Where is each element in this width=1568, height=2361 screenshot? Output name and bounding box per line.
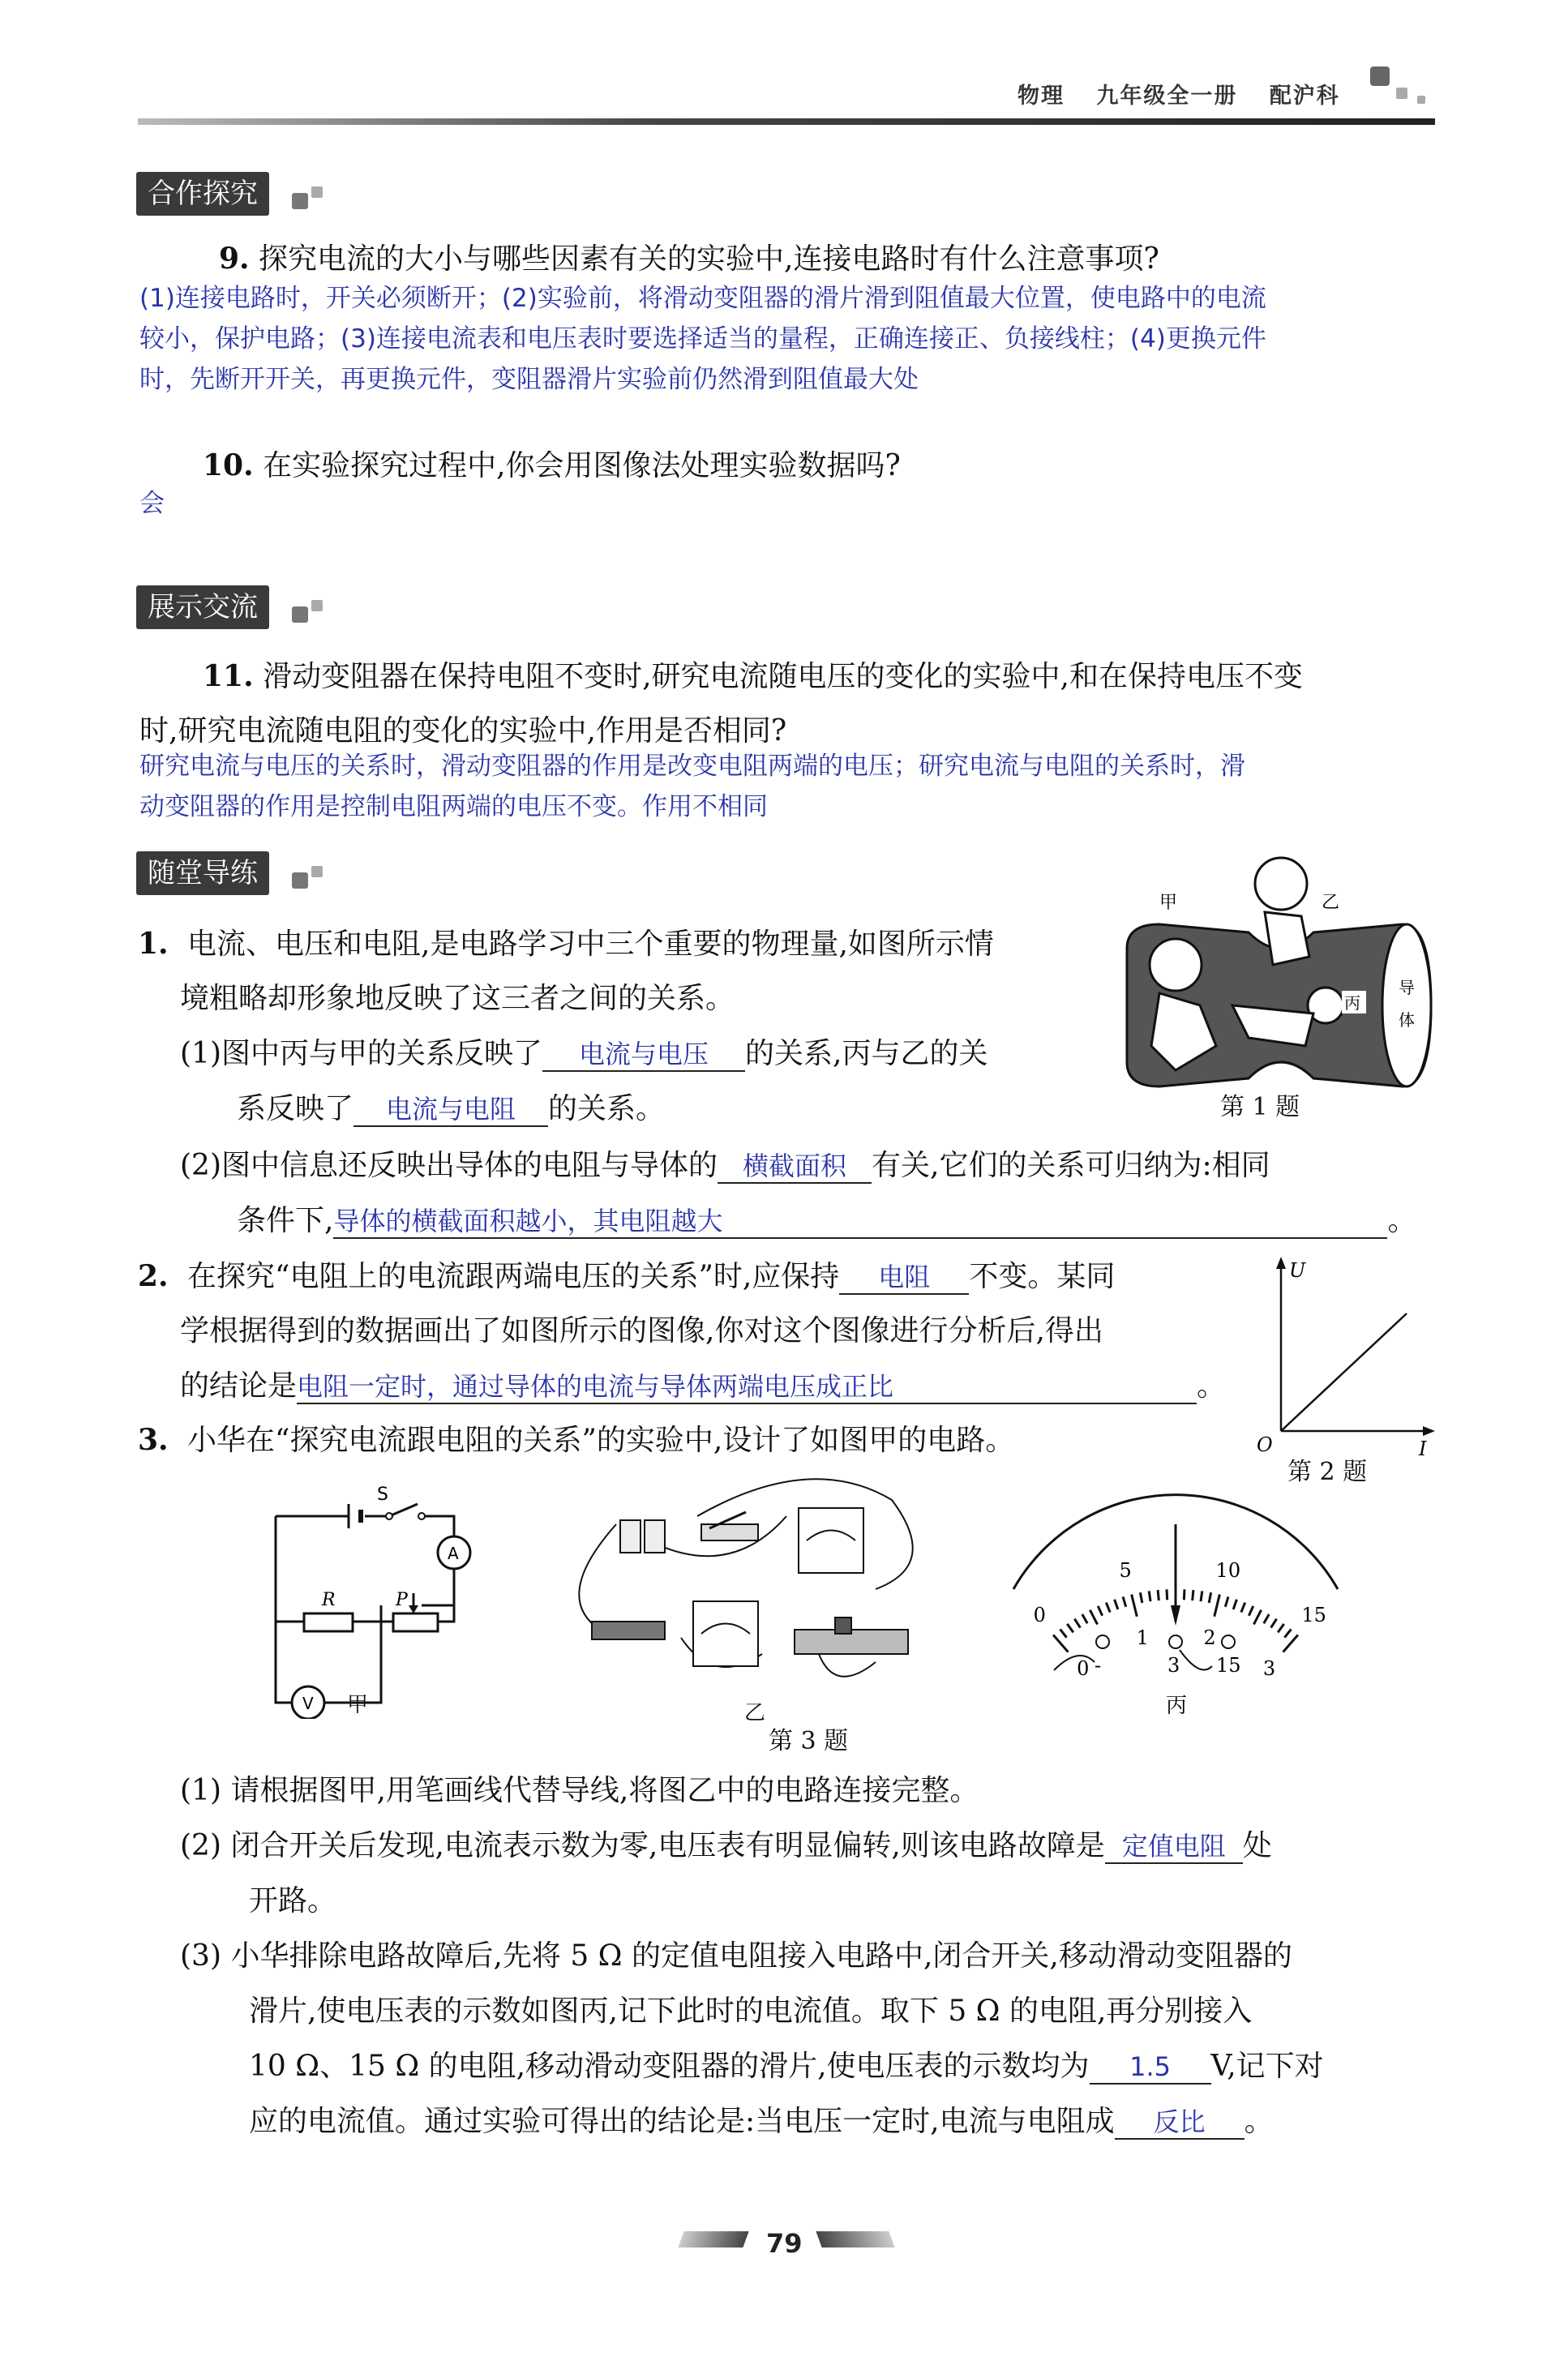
dial-tick [1060,1629,1067,1637]
dial-tick [1284,1629,1291,1637]
terminal-3-label: 3 [1167,1654,1180,1677]
answer-9-line2: 较小，保护电路；(3)连接电流表和电压表时要选择适当的量程，正确连接正、负接线柱；(4)更换元件 [139,324,1266,354]
problem-3-sub3-line2: 滑片,使电压表的示数如图丙,记下此时的电流值。取下 5 Ω 的电阻,再分别接入 [249,1995,1253,2028]
problem-1-sub1 [180,1035,987,1073]
text: 处 [1242,1829,1272,1862]
figure-3-voltmeter-dial [989,1459,1362,1727]
answer-blank[interactable]: 电阻 [839,1261,969,1295]
bottom-scale-label: 3 [1262,1656,1276,1680]
question-text: 滑动变阻器在保持电阻不变时,研究电流随电压的变化的实验中,和在保持电压不变 [263,660,1303,693]
text: 有关,它们的关系可归纳为:相同 [872,1149,1270,1182]
text: 条件下, [237,1204,334,1237]
header-edition: 配沪科 [1269,84,1340,109]
terminal-15-label: 15 [1216,1654,1241,1677]
section-square-icon [311,866,323,877]
section-square-icon [311,600,323,611]
page-number: 79 [766,2228,803,2259]
figure-yi-head [1255,858,1307,910]
text: 10 Ω、15 Ω 的电阻,移动滑动变阻器的滑片,使电压表的示数均为 [249,2050,1090,2083]
section-title-cooperative: 合作探究 [136,172,269,216]
rheostat-symbol [393,1613,438,1631]
question-9 [219,239,1159,279]
axis-label-i: I [1419,1438,1427,1455]
resistor-symbol [304,1613,353,1631]
label-r: R [322,1590,336,1610]
figure-3-label-bing: 丙 [1166,1694,1188,1718]
needle-arrow-icon [1171,1605,1180,1626]
text: 。 [1387,1204,1417,1237]
question-number: 9. [219,242,250,276]
problem-3-sub3-line1: (3) 小华排除电路故障后,先将 5 Ω 的定值电阻接入电路中,闭合开关,移动滑动变阻器的 [180,1939,1292,1973]
answer-blank[interactable]: 电阻一定时，通过导体的电流与导体两端电压成正比 [297,1370,1197,1404]
proportional-line [1281,1313,1407,1431]
question-10 [203,446,901,486]
text: 的关系,丙与乙的关 [745,1037,988,1070]
origin-label: O [1257,1433,1273,1455]
answer-blank[interactable]: 电流与电阻 [353,1093,548,1127]
problem-text: 电流、电压和电阻,是电路学习中三个重要的物理量,如图所示情 [187,928,994,961]
answer-10: 会 [139,489,165,518]
terminal-3 [1169,1635,1182,1648]
terminal-minus-label: - [1095,1654,1102,1677]
section-title-display: 展示交流 [136,585,269,629]
question-text: 在实验探究过程中,你会用图像法处理实验数据吗? [263,449,901,482]
problem-2-line3 [180,1367,1226,1406]
dial-tick [1249,1606,1253,1616]
figure-2-graph [1240,1253,1443,1455]
answer-blank[interactable]: 1.5 [1090,2050,1211,2085]
problem-3-intro [138,1420,1014,1460]
wire [819,1654,876,1677]
label-yi: 乙 [1322,893,1340,913]
dial-tick [1140,1592,1142,1603]
problem-3-sub2 [180,1827,1272,1866]
dial-tick [1132,1595,1137,1617]
section-square-icon [292,193,308,209]
top-scale-label: 15 [1301,1603,1326,1626]
switch-contact [386,1513,392,1519]
question-11-line2: 时,研究电流随电阻的变化的实验中,作用是否相同? [139,714,787,748]
rheostat-slider [835,1618,851,1634]
switch-contact [418,1513,425,1519]
terminal-15 [1222,1635,1235,1648]
dial-tick [1201,1591,1202,1601]
wire [422,1516,454,1536]
text: 的结论是 [180,1369,298,1403]
wire [422,1569,454,1605]
resistor-device [592,1622,665,1639]
dial-tick [1082,1614,1088,1623]
section-title-practice: 随堂导练 [136,851,269,895]
ammeter-device [799,1508,863,1573]
figure-3-label-yi: 乙 [744,1701,766,1725]
battery-cell [645,1520,665,1553]
text: 系反映了 [237,1092,354,1125]
bottom-scale-label: 2 [1203,1626,1216,1649]
battery-cell [620,1520,640,1553]
text: 小华在“探究电流跟电阻的关系”的实验中,设计了如图甲的电路。 [187,1424,1015,1457]
dial-tick [1233,1600,1236,1609]
dial-tick [1106,1603,1110,1613]
header-subject: 物理 [1017,84,1065,109]
figure-1-caption: 第 1 题 [1220,1093,1300,1121]
text: V,记下对 [1210,2050,1324,2083]
page-header [1017,78,1363,109]
dial-tick [1149,1591,1150,1601]
bottom-scale-label: 0 [1077,1656,1090,1680]
bottom-scale-label: 1 [1136,1626,1149,1649]
answer-9-line3: 时，先断开开关，再更换元件，变阻器滑片实验前仍然滑到阻值最大处 [139,365,919,394]
dial-tick [1123,1596,1126,1606]
section-square-icon [292,872,308,889]
dial-tick [1215,1595,1220,1617]
top-scale-label: 5 [1119,1559,1132,1583]
label-v: V [302,1694,314,1713]
wire [579,1524,616,1630]
answer-11-line2: 动变阻器的作用是控制电阻两端的电压不变。作用不相同 [139,792,768,821]
problem-2-line2: 学根据得到的数据画出了如图所示的图像,你对这个图像进行分析后,得出 [180,1314,1103,1348]
label-daoti2: 体 [1399,1010,1415,1030]
label-bing: 丙 [1344,993,1360,1013]
dial-tick [1278,1624,1284,1633]
answer-blank[interactable]: 定值电阻 [1105,1830,1243,1864]
text: 不变。某同 [969,1260,1116,1293]
text: (2)图中信息还反映出导体的电阻与导体的 [180,1149,718,1182]
axis-label-u: U [1289,1259,1306,1282]
figure-3-physical-circuit [568,1468,957,1711]
footer-decoration [816,2231,894,2247]
conductor-end [1382,924,1431,1086]
problem-3-sub1: (1) 请根据图甲,用笔画线代替导线,将图乙中的电路连接完整。 [180,1774,979,1807]
answer-blank[interactable]: 导体的横截面积越小，其电阻越大 [333,1205,1387,1239]
answer-11-line1: 研究电流与电压的关系时，滑动变阻器的作用是改变电阻两端的电压；研究电流与电阻的关系时，滑 [139,752,1245,781]
wire [1180,1650,1212,1670]
section-square-icon [311,186,323,198]
switch-lever [389,1504,418,1516]
problem-2-line1 [138,1257,1115,1296]
problem-1-line2: 境粗略却形象地反映了这三者之间的关系。 [180,982,735,1015]
figure-3-label-jia: 甲 [347,1693,369,1717]
dial-tick [1264,1614,1270,1623]
problem-3-sub3-line4 [249,2102,1274,2141]
dial-tick [1158,1590,1159,1600]
x-axis-arrow-icon [1423,1426,1435,1436]
text: (2) 闭合开关后发现,电流表示数为零,电压表有明显偏转,则该电路故障是 [180,1829,1105,1862]
problem-1-sub1-cont [237,1090,665,1129]
figure-yi-body [1265,912,1309,965]
label-jia: 甲 [1159,893,1178,913]
dial-tick [1115,1600,1118,1609]
header-square-icon [1370,66,1390,86]
text: 。 [1244,2105,1274,2138]
header-square-icon [1396,88,1407,99]
answer-9-line1: (1)连接电路时，开关必须断开；(2)实验前，将滑动变阻器的滑片滑到阻值最大位置，使电路中的电流 [139,284,1266,313]
answer-blank[interactable]: 反比 [1115,2106,1245,2140]
section-square-icon [292,606,308,623]
question-number: 11. [203,659,254,693]
problem-1-sub2 [180,1146,1270,1185]
dial-tick [1241,1603,1245,1613]
top-scale-label: 10 [1215,1559,1241,1583]
problem-3-sub3-line3 [249,2047,1324,2086]
figure-2-caption: 第 2 题 [1287,1458,1368,1486]
figure-jia-head [1150,939,1202,991]
header-square-icon [1417,96,1425,104]
figure-3-circuit-diagram [259,1484,503,1719]
dial-tick [1271,1619,1277,1628]
problem-number: 1. [138,927,169,961]
dial-tick [1209,1592,1210,1603]
label-daoti1: 导 [1399,978,1415,997]
question-number: 10. [203,448,254,482]
problem-number: 2. [138,1259,169,1293]
wire [438,1605,454,1622]
text: 的关系。 [548,1092,666,1125]
label-p: P [396,1590,408,1610]
y-axis-arrow-icon [1276,1257,1286,1269]
dial-tick [1067,1624,1073,1633]
dial-tick [1074,1619,1080,1628]
wire [276,1516,292,1703]
question-11-line1 [203,657,1303,696]
terminal-minus [1096,1635,1109,1648]
question-text: 探究电流的大小与哪些因素有关的实验中,连接电路时有什么注意事项? [259,242,1159,276]
dial-tick [1253,1610,1261,1625]
problem-number: 3. [138,1423,169,1457]
problem-3-sub2-cont: 开路。 [249,1884,337,1918]
dial-tick [1090,1610,1097,1625]
text: (1)图中丙与甲的关系反映了 [180,1037,542,1070]
top-scale-label: 0 [1033,1603,1046,1626]
switch-device [701,1524,758,1540]
problem-1-line1 [138,924,994,964]
problem-1-sub2-cont [237,1202,1416,1240]
label-s: S [377,1485,388,1505]
label-a: A [448,1544,459,1563]
text: 。 [1197,1369,1227,1403]
dial-tick [1225,1596,1228,1606]
answer-blank[interactable]: 电流与电压 [542,1038,745,1072]
footer-decoration [678,2231,748,2247]
dial-tick [1184,1589,1185,1600]
text: 在探究“电阻上的电流跟两端电压的关系”时,应保持 [187,1260,840,1293]
header-rule [138,118,1435,125]
text: 应的电流值。通过实验可得出的结论是:当电压一定时,电流与电阻成 [249,2105,1115,2138]
header-grade: 九年级全一册 [1096,84,1238,109]
answer-blank[interactable]: 横截面积 [718,1150,872,1184]
figure-3-caption: 第 3 题 [769,1727,849,1755]
voltmeter-device [693,1601,758,1666]
dial-tick [1098,1606,1102,1616]
figure-1-illustration [1111,843,1451,1119]
